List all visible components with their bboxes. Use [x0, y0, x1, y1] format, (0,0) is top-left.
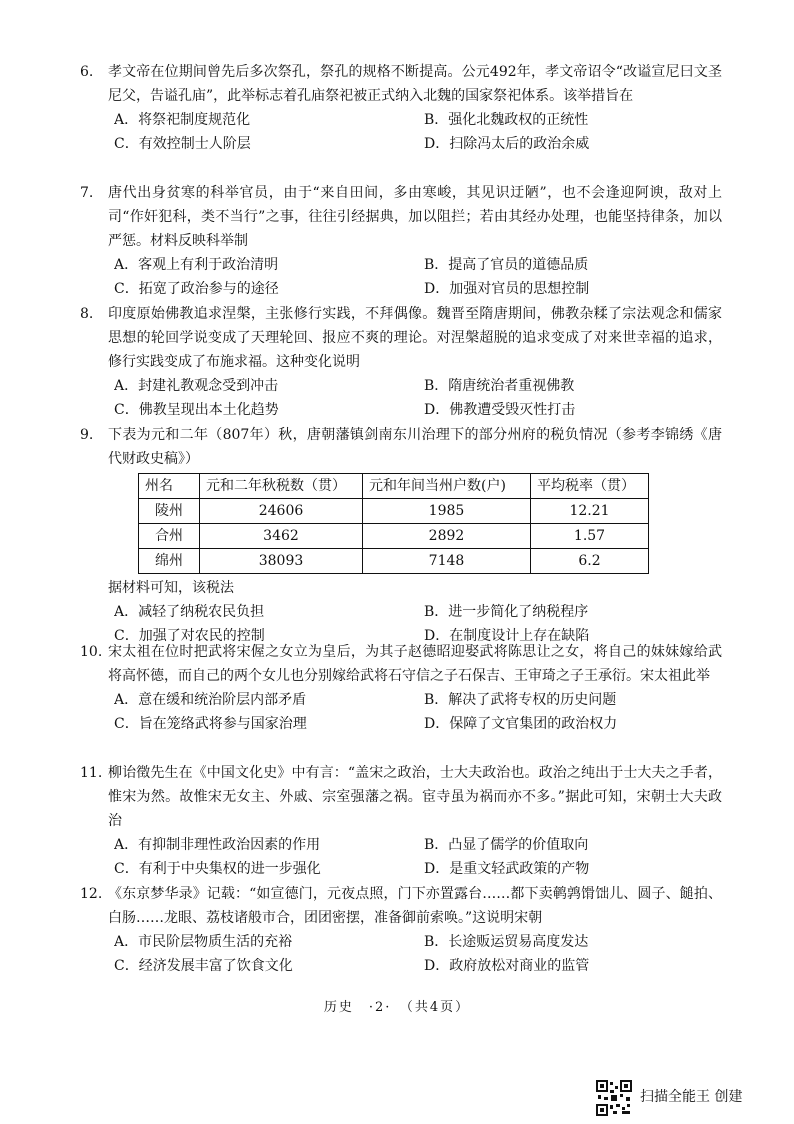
question-7 [80, 181, 722, 301]
option-d[interactable]: D．在制度设计上存在缺陷 [424, 628, 590, 644]
option-a[interactable]: A．将祭祀制度规范化 [114, 112, 251, 128]
table-cell: 1985 [363, 499, 531, 524]
option-c[interactable]: C．旨在笼络武将参与国家治理 [114, 716, 307, 732]
question-number: 12. [80, 886, 103, 902]
table-cell: 24606 [200, 499, 363, 524]
question-stem: 柳诒徵先生在《中国文化史》中有言：“盖宋之政治，士大夫政治也。政治之纯出于士大夫之手者，惟宋为然。故惟宋无女主、外戚、宗室强藩之祸。宦寺虽为祸而亦不多。”据此可知，宋朝士大夫政治 [108, 765, 722, 829]
question-9 [80, 423, 722, 648]
option-c[interactable]: C．有效控制士人阶层 [114, 136, 251, 152]
options [114, 930, 722, 978]
option-b[interactable]: B．隋唐统治者重视佛教 [424, 378, 575, 394]
option-d[interactable]: D．扫除冯太后的政治余威 [424, 136, 590, 152]
table-cell: 7148 [363, 549, 531, 574]
option-c[interactable]: C．加强了对农民的控制 [114, 628, 265, 644]
question-number: 11. [80, 765, 103, 781]
option-d[interactable]: D．佛教遭受毁灭性打击 [424, 402, 576, 418]
options [114, 688, 722, 736]
question-followup: 据材料可知，该税法 [108, 580, 234, 596]
option-b[interactable]: B．长途贩运贸易高度发达 [424, 934, 589, 950]
question-8 [80, 302, 722, 422]
option-b[interactable]: B．进一步简化了纳税程序 [424, 604, 589, 620]
table-header: 州名 [139, 474, 200, 499]
table-header: 元和二年秋税数（贯） [200, 474, 363, 499]
option-d[interactable]: D．政府放松对商业的监管 [424, 958, 590, 974]
table-header: 元和年间当州户数(户) [363, 474, 531, 499]
table-cell: 3462 [200, 524, 363, 549]
option-c[interactable]: C．有利于中央集权的进一步强化 [114, 861, 321, 877]
option-a[interactable]: A．市民阶层物质生活的充裕 [114, 934, 293, 950]
table-cell: 2892 [363, 524, 531, 549]
qr-code-icon [596, 1080, 632, 1116]
question-stem: 《东京梦华录》记载：“如宣德门，元夜点照，门下亦置露台……都下卖鹌鹑馉饳儿、圆子、䭔拍、白肠……龙眼、荔枝诸般市合，团团密摆，准备御前索唤。”这说明宋朝 [108, 886, 722, 926]
question-stem: 宋太祖在位时把武将宋偓之女立为皇后，为其子赵德昭迎娶武将陈思让之女，将自己的妹妹嫁给武将高怀德，而自己的两个女儿也分别嫁给武将石守信之子石保吉、王审琦之子王承衍。宋太祖此举 [108, 644, 722, 684]
question-stem: 下表为元和二年（807年）秋，唐朝藩镇剑南东川治理下的部分州府的税负情况（参考李锦绣《唐代财政史稿》） [108, 427, 722, 467]
table-cell: 陵州 [139, 499, 200, 524]
option-c[interactable]: C．拓宽了政治参与的途径 [114, 281, 279, 297]
option-c[interactable]: C．佛教呈现出本土化趋势 [114, 402, 279, 418]
option-d[interactable]: D．加强对官员的思想控制 [424, 281, 590, 297]
question-stem: 孝文帝在位期间曾先后多次祭孔，祭孔的规格不断提高。公元492年，孝文帝诏令“改谥宣尼曰文圣尼父，告谥孔庙”，此举标志着孔庙祭祀被正式纳入北魏的国家祭祀体系。该举措旨在 [108, 64, 722, 104]
option-a[interactable]: A．客观上有利于政治清明 [114, 257, 279, 273]
options [114, 374, 722, 422]
option-a[interactable]: A．减轻了纳税农民负担 [114, 604, 265, 620]
option-b[interactable]: B．提高了官员的道德品质 [424, 257, 589, 273]
table-row [139, 549, 649, 574]
option-d[interactable]: D．保障了文官集团的政治权力 [424, 716, 618, 732]
table-row [139, 499, 649, 524]
options [114, 833, 722, 881]
question-11 [80, 761, 722, 881]
question-number: 7. [80, 185, 94, 201]
options [114, 253, 722, 301]
question-10 [80, 640, 722, 736]
tax-table [138, 473, 649, 574]
question-number: 10. [80, 644, 103, 660]
options [114, 108, 722, 156]
question-stem: 印度原始佛教追求涅槃，主张修行实践，不拜偶像。魏晋至隋唐期间，佛教杂糅了宗法观念和儒家思想的轮回学说变成了天理轮回、报应不爽的理论。对涅槃超脱的追求变成了对来世幸福的追求，修行实践变成了布施求福。这种变化说明 [108, 306, 722, 370]
table-header-row [139, 474, 649, 499]
table-header: 平均税率（贯） [531, 474, 649, 499]
question-12 [80, 882, 722, 978]
question-number: 9. [80, 427, 94, 443]
table-cell: 38093 [200, 549, 363, 574]
page-footer: 历史 ·2· （共4页） [323, 1000, 471, 1015]
table-cell: 12.21 [531, 499, 649, 524]
option-a[interactable]: A．有抑制非理性政治因素的作用 [114, 837, 321, 853]
scanner-watermark: 扫描全能王 创建 [640, 1089, 743, 1105]
question-6 [80, 60, 722, 156]
table-cell: 1.57 [531, 524, 649, 549]
option-a[interactable]: A．封建礼教观念受到冲击 [114, 378, 279, 394]
question-number: 8. [80, 306, 94, 322]
option-b[interactable]: B．解决了武将专权的历史问题 [424, 692, 617, 708]
question-number: 6. [80, 64, 94, 80]
option-a[interactable]: A．意在缓和统治阶层内部矛盾 [114, 692, 307, 708]
option-b[interactable]: B．强化北魏政权的正统性 [424, 112, 589, 128]
table-row [139, 524, 649, 549]
option-d[interactable]: D．是重文轻武政策的产物 [424, 861, 590, 877]
question-stem: 唐代出身贫寒的科举官员，由于“来自田间，多由寒峻，其见识迂陋”，也不会逢迎阿谀，敌对上司“作奸犯科，类不当行”之事，往往引经据典，加以阻拦；若由其经办处理，也能坚持律条，加以严惩。材料反映科举制 [108, 185, 722, 249]
table-cell: 合州 [139, 524, 200, 549]
option-b[interactable]: B．凸显了儒学的价值取向 [424, 837, 589, 853]
table-cell: 绵州 [139, 549, 200, 574]
option-c[interactable]: C．经济发展丰富了饮食文化 [114, 958, 293, 974]
table-cell: 6.2 [531, 549, 649, 574]
